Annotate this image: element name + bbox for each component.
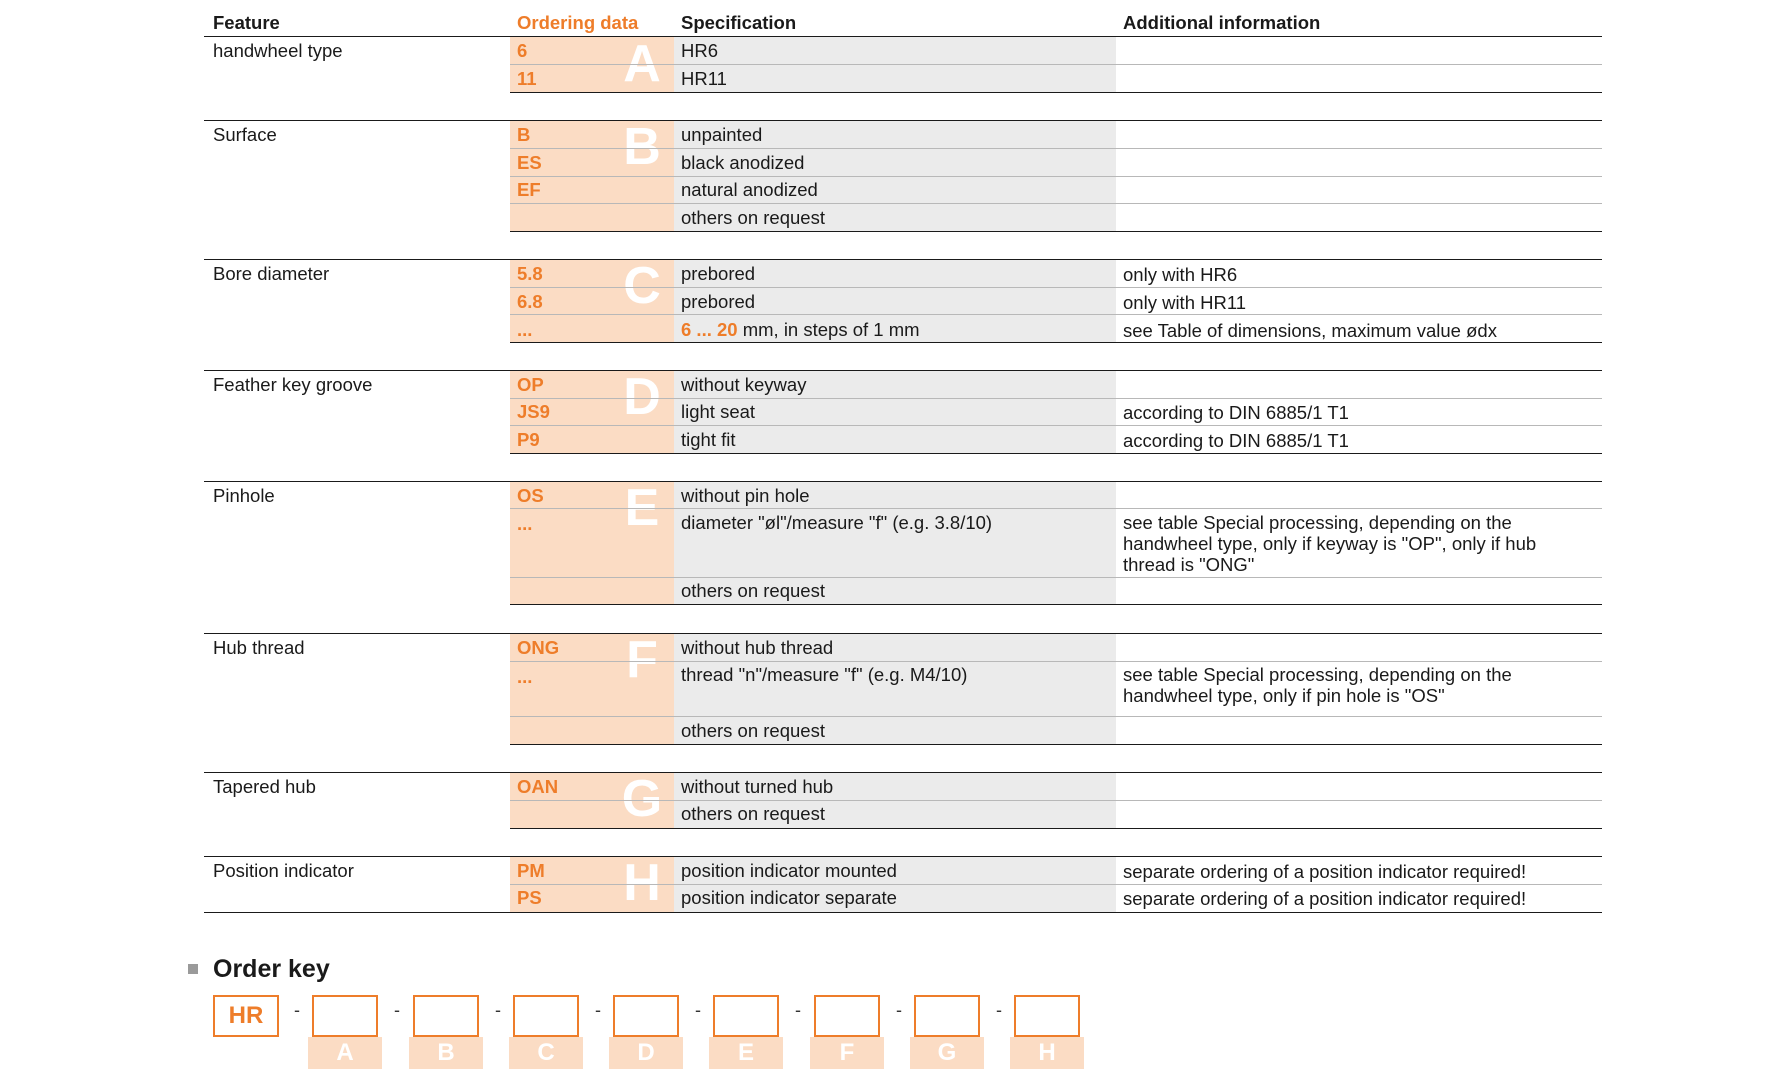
header-feature: Feature — [213, 12, 280, 33]
group-c-row-2-info: only with HR11 — [1123, 292, 1247, 313]
group-e-row-1-code: OS — [517, 485, 544, 506]
order-key-label-e: E — [709, 1037, 783, 1069]
group-b-row-1-spec: unpainted — [681, 124, 763, 145]
group-c-row-3-info: see Table of dimensions, maximum value ødx — [1123, 320, 1497, 341]
row-divider — [510, 425, 1602, 426]
group-d-row-1-code: OP — [517, 374, 544, 395]
group-b-letter: B — [623, 118, 661, 176]
group-h-row-2-spec: position indicator separate — [681, 887, 897, 908]
group-h-letter: H — [623, 854, 661, 912]
order-key-dash: - — [996, 1000, 1002, 1020]
group-e-row-2-code: ... — [517, 513, 533, 534]
group-f-row-2-code: ... — [517, 666, 533, 687]
group-a-row-2-spec: HR11 — [681, 68, 727, 89]
group-b-row-1-code: B — [517, 124, 531, 145]
row-divider — [510, 800, 1602, 801]
group-e-row-1-spec: without pin hole — [681, 485, 810, 506]
group-a-feature: handwheel type — [213, 40, 343, 61]
group-d-row-2-code: JS9 — [517, 401, 550, 422]
group-h-feature: Position indicator — [213, 860, 354, 881]
order-key-label-d: D — [609, 1037, 683, 1069]
row-divider — [510, 314, 1602, 315]
group-a-letter: A — [623, 35, 661, 93]
group-e-letter: E — [624, 479, 660, 537]
order-key-dash: - — [495, 1000, 501, 1020]
group-e-bottom-rule — [510, 604, 1602, 605]
group-g-letter: G — [621, 770, 663, 828]
order-key-box-d[interactable] — [613, 995, 679, 1037]
group-h-row-2-code: PS — [517, 887, 542, 908]
order-key-label-a: A — [308, 1037, 382, 1069]
spec-range-highlight: 6 ... 20 — [681, 319, 738, 340]
group-c-row-1-code: 5.8 — [517, 263, 543, 284]
order-key-label-c: C — [509, 1037, 583, 1069]
row-divider — [510, 176, 1602, 177]
group-d-feature: Feather key groove — [213, 374, 373, 395]
table-bottom-rule — [204, 912, 1602, 913]
group-d-letter: D — [623, 368, 661, 426]
row-divider — [510, 884, 1602, 885]
group-d-row-1-spec: without keyway — [681, 374, 807, 395]
group-g-bottom-rule — [510, 828, 1602, 829]
group-c-row-1-info: only with HR6 — [1123, 264, 1238, 285]
group-a-row-1-code: 6 — [517, 40, 528, 61]
order-key-box-b[interactable] — [413, 995, 479, 1037]
group-b-row-2-code: ES — [517, 152, 542, 173]
row-divider — [510, 577, 1602, 578]
order-key-box-c[interactable] — [513, 995, 579, 1037]
group-h-row-1-info: separate ordering of a position indicator required! — [1123, 861, 1527, 882]
group-h-row-1-code: PM — [517, 860, 545, 881]
group-c-row-1-spec: prebored — [681, 263, 756, 284]
group-a-row-1-spec: HR6 — [681, 40, 719, 61]
order-key-box-g[interactable] — [914, 995, 980, 1037]
group-g-feature: Tapered hub — [213, 776, 316, 797]
order-key-label-h: H — [1010, 1037, 1084, 1069]
group-a-row-2-code: 11 — [517, 68, 537, 89]
group-e-row-2-info: see table Special processing, depending on the handwheel type, only if keyway is "OP", only if hub thread is "ONG" — [1123, 512, 1537, 575]
group-f-bottom-rule — [510, 744, 1602, 745]
header-additional-information: Additional information — [1123, 12, 1321, 33]
row-divider — [510, 64, 1602, 65]
group-a-bottom-rule — [510, 92, 1602, 93]
row-divider — [510, 287, 1602, 288]
order-key-dash: - — [695, 1000, 701, 1020]
group-d-row-3-spec: tight fit — [681, 429, 736, 450]
group-g-row-2-spec: others on request — [681, 803, 825, 824]
row-divider — [510, 203, 1602, 204]
order-key-box-h[interactable] — [1014, 995, 1080, 1037]
order-key-label-g: G — [910, 1037, 984, 1069]
group-b-feature: Surface — [213, 124, 277, 145]
header-ordering-data: Ordering data — [517, 12, 639, 33]
order-key-box-a[interactable] — [312, 995, 378, 1037]
group-c-feature: Bore diameter — [213, 263, 330, 284]
group-c-letter: C — [623, 257, 661, 315]
header-specification: Specification — [681, 12, 797, 33]
group-e-feature: Pinhole — [213, 485, 275, 506]
group-b-row-4-spec: others on request — [681, 207, 825, 228]
order-key-label-f: F — [810, 1037, 884, 1069]
order-key-prefix-box: HR — [213, 995, 279, 1037]
group-c-row-3-spec — [681, 316, 920, 344]
group-f-row-1-code: ONG — [517, 637, 560, 658]
group-c-row-2-code: 6.8 — [517, 291, 543, 312]
order-key-box-f[interactable] — [814, 995, 880, 1037]
group-f-row-2-spec: thread "n"/measure "f" (e.g. M4/10) — [681, 664, 968, 685]
group-g-row-1-spec: without turned hub — [681, 776, 834, 797]
group-d-row-2-spec: light seat — [681, 401, 756, 422]
group-b-row-2-spec: black anodized — [681, 152, 805, 173]
group-f-feature: Hub thread — [213, 637, 305, 658]
group-c-bottom-rule — [510, 342, 1602, 343]
group-d-row-3-info: according to DIN 6885/1 T1 — [1123, 430, 1349, 451]
row-divider — [510, 148, 1602, 149]
group-h-row-1-spec: position indicator mounted — [681, 860, 897, 881]
section-bullet-icon — [188, 964, 198, 974]
row-divider — [510, 398, 1602, 399]
group-d-row-2-info: according to DIN 6885/1 T1 — [1123, 402, 1349, 423]
order-key-dash: - — [394, 1000, 400, 1020]
group-h-row-2-info: separate ordering of a position indicator required! — [1123, 888, 1527, 909]
order-key-title: Order key — [213, 955, 330, 983]
order-key-dash: - — [595, 1000, 601, 1020]
group-d-bottom-rule — [510, 453, 1602, 454]
order-key-label-b: B — [409, 1037, 483, 1069]
group-f-letter: F — [626, 631, 658, 689]
order-key-box-e[interactable] — [713, 995, 779, 1037]
row-divider — [510, 716, 1602, 717]
group-f-row-2-info: see table Special processing, depending on the handwheel type, only if pin hole is "OS" — [1123, 664, 1512, 706]
group-e-row-2-spec: diameter "øl"/measure "f" (e.g. 3.8/10) — [681, 512, 993, 533]
group-e-row-3-spec: others on request — [681, 580, 825, 601]
group-c-row-2-spec: prebored — [681, 291, 756, 312]
order-key-dash: - — [896, 1000, 902, 1020]
group-b-row-3-spec: natural anodized — [681, 179, 818, 200]
group-b-bottom-rule — [510, 231, 1602, 232]
group-b-row-3-code: EF — [517, 179, 541, 200]
spec-range-text: mm, in steps of 1 mm — [737, 319, 920, 340]
row-divider — [510, 661, 1602, 662]
row-divider — [510, 508, 1602, 509]
group-f-row-1-spec: without hub thread — [681, 637, 834, 658]
group-g-row-1-code: OAN — [517, 776, 559, 797]
order-key-dash: - — [294, 1000, 300, 1020]
group-f-row-3-spec: others on request — [681, 720, 825, 741]
group-d-row-3-code: P9 — [517, 429, 540, 450]
group-c-row-3-code: ... — [517, 319, 533, 340]
order-key-dash: - — [795, 1000, 801, 1020]
